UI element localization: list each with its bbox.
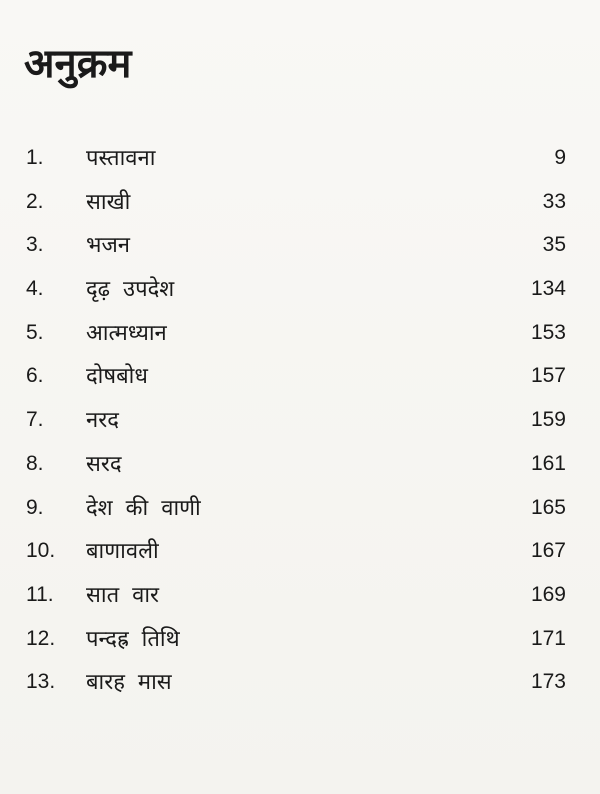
- table-of-contents: [0, 140, 600, 708]
- toc-entry-page: 169: [530, 582, 566, 606]
- toc-entry: [0, 227, 600, 271]
- toc-entry: [0, 664, 600, 708]
- toc-entry-number: 2.: [26, 189, 44, 213]
- toc-entry-page: 9: [554, 146, 566, 169]
- toc-entry-page: 171: [530, 626, 566, 650]
- toc-entry: [0, 358, 600, 402]
- toc-entry: [0, 140, 600, 184]
- toc-entry: [0, 446, 600, 490]
- toc-entry-label: सात वार: [86, 582, 160, 608]
- toc-entry-page: 35: [542, 233, 566, 257]
- toc-entry: [0, 621, 600, 665]
- toc-entry-label: साखी: [86, 189, 131, 215]
- toc-entry-number: 10.: [26, 539, 56, 563]
- toc-entry-number: 9.: [26, 495, 44, 519]
- toc-entry-number: 12.: [26, 626, 56, 650]
- toc-entry-label: पस्तावना: [86, 146, 156, 171]
- toc-entry: [0, 490, 600, 534]
- toc-entry-page: 161: [530, 451, 566, 475]
- toc-entry: [0, 533, 600, 577]
- toc-entry-label: बाणावली: [86, 539, 159, 565]
- toc-entry-page: 157: [530, 364, 566, 388]
- toc-entry-page: 165: [530, 495, 566, 519]
- toc-entry-page: 134: [530, 277, 566, 301]
- toc-entry-number: 6.: [26, 364, 44, 388]
- toc-entry-label: दोषबोध: [86, 364, 148, 390]
- toc-entry-page: 33: [542, 189, 566, 213]
- toc-entry-number: 4.: [26, 277, 44, 301]
- toc-entry: [0, 577, 600, 621]
- toc-entry-page: 153: [530, 320, 566, 344]
- toc-entry-label: आत्मध्यान: [86, 320, 167, 346]
- toc-entry: [0, 402, 600, 446]
- toc-entry-number: 3.: [26, 233, 44, 257]
- toc-entry-label: बारह मास: [86, 670, 172, 696]
- toc-entry-page: 159: [530, 408, 566, 432]
- toc-entry-number: 13.: [26, 670, 56, 694]
- toc-entry-number: 7.: [26, 408, 44, 432]
- toc-entry-label: देश की वाणी: [86, 495, 201, 521]
- toc-entry-label: दृढ़ उपदेश: [86, 277, 175, 303]
- toc-entry-number: 11.: [26, 582, 54, 606]
- toc-entry-page: 167: [530, 539, 566, 563]
- toc-entry: [0, 184, 600, 228]
- toc-entry-label: भजन: [86, 233, 131, 259]
- toc-entry: [0, 271, 600, 315]
- toc-entry: [0, 315, 600, 359]
- toc-entry-page: 173: [530, 670, 566, 694]
- toc-entry-label: पन्दह्र तिथि: [86, 626, 180, 652]
- toc-entry-label: नरद: [86, 408, 119, 434]
- toc-entry-number: 1.: [26, 146, 44, 169]
- toc-entry-number: 5.: [26, 320, 44, 344]
- toc-entry-label: सरद: [86, 451, 122, 477]
- page-title: अनुक्रम: [24, 41, 132, 87]
- toc-entry-number: 8.: [26, 451, 44, 475]
